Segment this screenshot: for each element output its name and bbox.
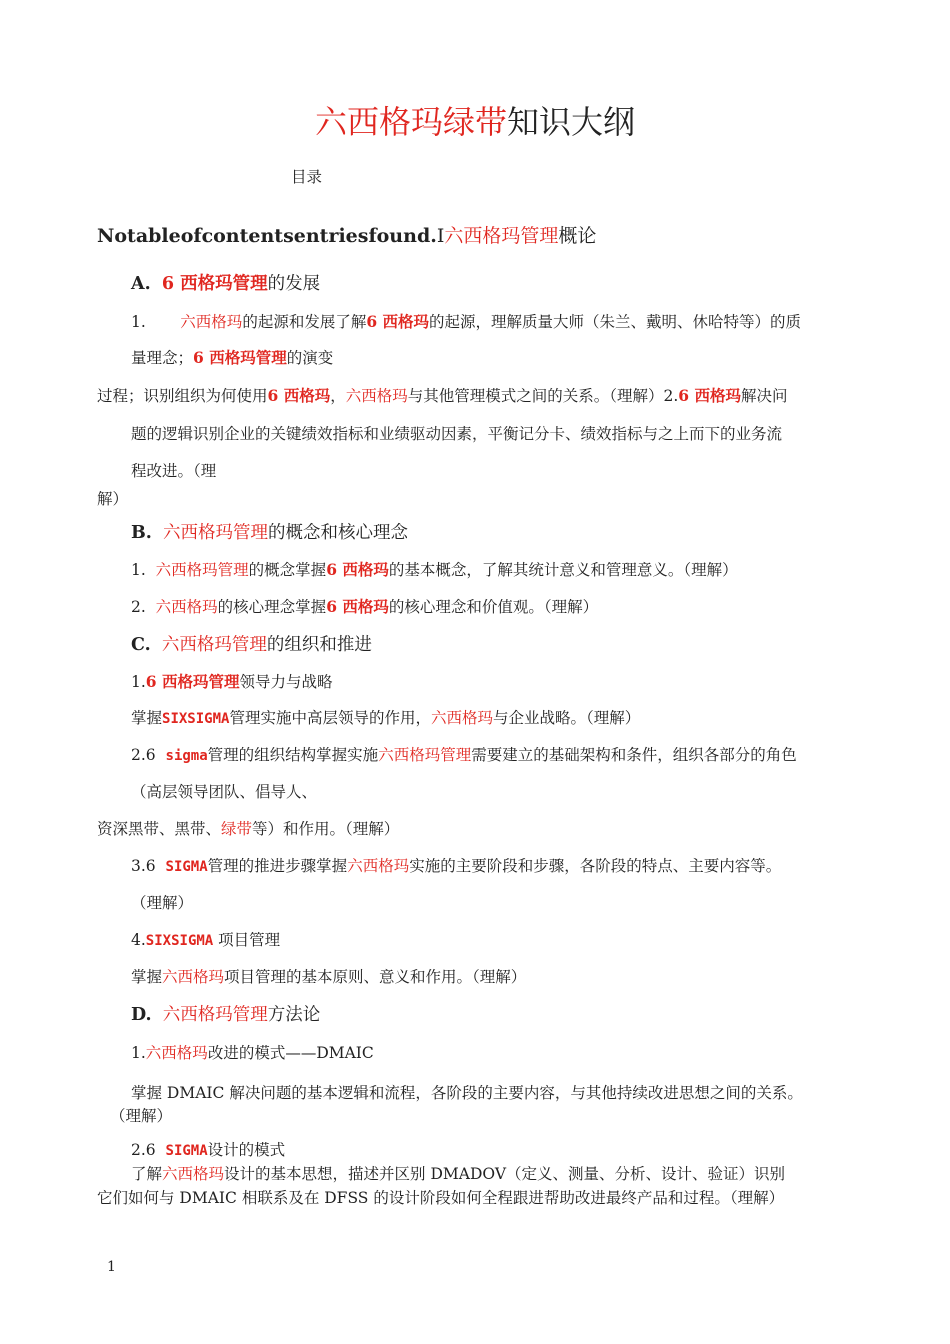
d2b-line: 了解六西格玛设计的基本思想，描述并区别 DMADOV（定义、测量、分析、设计、验证）识别 bbox=[131, 1165, 786, 1183]
c4b-line: 掌握六西格玛项目管理的基本原则、意义和作用。（理解） bbox=[131, 968, 527, 986]
section-d-heading: D. 六西格玛管理方法论 bbox=[131, 1005, 321, 1025]
b1-line: 1. 六西格玛管理的概念掌握6 西格玛的基本概念，了解其统计意义和管理意义。（理解） bbox=[131, 560, 738, 579]
c2c-line: 资深黑带、黑带、绿带等）和作用。（理解） bbox=[97, 820, 400, 838]
d2-line: 2.6 SIGMA设计的模式 bbox=[131, 1141, 286, 1159]
page-number: 1 bbox=[107, 1259, 116, 1275]
a1-line-3: 过程；识别组织为何使用6 西格玛，六西格玛与其他管理模式之间的关系。（理解）2.6 西格玛解决问 bbox=[97, 386, 788, 405]
c1b-line: 掌握SIXSIGMA管理实施中高层领导的作用，六西格玛与企业战略。（理解） bbox=[131, 709, 641, 727]
toc-label: 目录 bbox=[291, 168, 323, 186]
section-b-heading: B. 六西格玛管理的概念和核心理念 bbox=[131, 523, 409, 543]
c2-line: 2.6 sigma管理的组织结构掌握实施六西格玛管理需要建立的基础架构和条件，组织各部分的角色 bbox=[131, 746, 797, 764]
a1-line-1: 1. 六西格玛的起源和发展了解6 西格玛的起源，理解质量大师（朱兰、戴明、休哈特等）的质 bbox=[131, 312, 802, 331]
d1b-line: 掌握 DMAIC 解决问题的基本逻辑和流程，各阶段的主要内容，与其他持续改进思想之间的关系。 bbox=[131, 1084, 803, 1102]
a1-line-5: 程改进。（理 bbox=[131, 462, 217, 480]
section-a-heading: A. 6 西格玛管理的发展 bbox=[131, 274, 321, 294]
d1c-line: （理解） bbox=[110, 1107, 173, 1125]
a1-line-2: 量理念；6 西格玛管理的演变 bbox=[131, 348, 334, 367]
c4-line: 4.SIXSIGMA 项目管理 bbox=[131, 931, 281, 949]
c2b-line: （高层领导团队、倡导人、 bbox=[131, 783, 318, 801]
c1-line: 1.6 西格玛管理领导力与战略 bbox=[131, 672, 333, 691]
d2c-line: 它们如何与 DMAIC 相联系及在 DFSS 的设计阶段如何全程跟进帮助改进最终产品和过程。（理解） bbox=[97, 1189, 785, 1207]
a1-line-4: 题的逻辑识别企业的关键绩效指标和业绩驱动因素，平衡记分卡、绩效指标与之上而下的业务流 bbox=[131, 425, 783, 443]
a1-line-6: 解） bbox=[97, 490, 129, 508]
c3-line: 3.6 SIGMA管理的推进步骤掌握六西格玛实施的主要阶段和步骤，各阶段的特点、主要内容等。 bbox=[131, 857, 782, 875]
b2-line: 2. 六西格玛的核心理念掌握6 西格玛的核心理念和价值观。（理解） bbox=[131, 597, 599, 616]
section-c-heading: C. 六西格玛管理的组织和推进 bbox=[131, 635, 372, 655]
chapter-heading: Notableofcontentsentriesfound.Ⅰ六西格玛管理概论 bbox=[97, 225, 597, 247]
d1-line: 1.六西格玛改进的模式——DMAIC bbox=[131, 1044, 374, 1062]
document-title: 六西格玛绿带知识大纲 bbox=[314, 103, 636, 141]
c3b-line: （理解） bbox=[131, 894, 194, 912]
